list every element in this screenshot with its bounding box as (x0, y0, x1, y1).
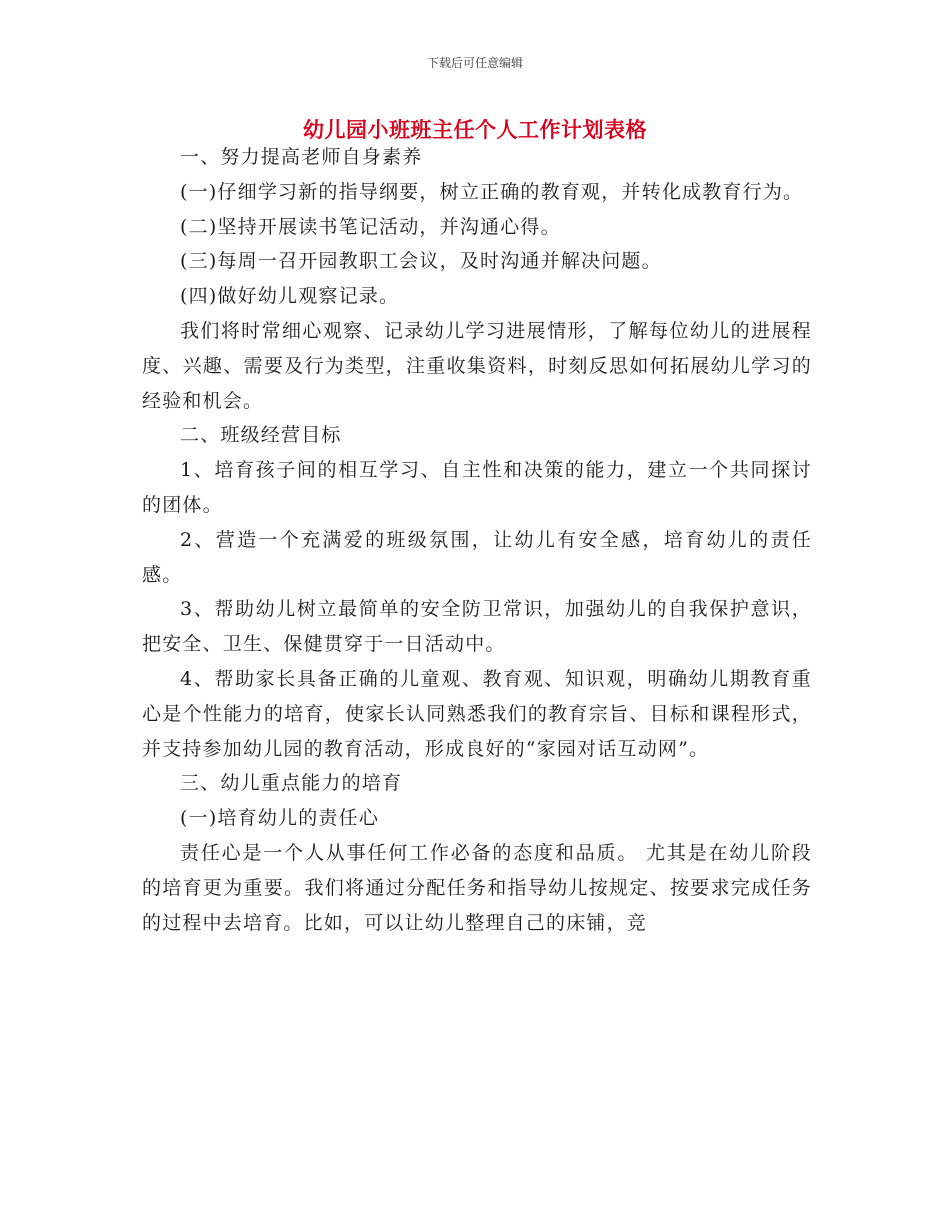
header-note: 下载后可任意编辑 (426, 56, 523, 70)
section-heading: 三、幼儿重点能力的培育 (180, 772, 403, 795)
document-title: 幼儿园小班班主任个人工作计划表格 (303, 118, 647, 142)
document-body (142, 140, 812, 940)
paragraph: (二)坚持开展读书笔记活动，并沟通心得。 (180, 215, 561, 238)
paragraph: (三)每周一召开园教职工会议，及时沟通并解决问题。 (180, 250, 662, 273)
paragraph: (一)培育幼儿的责任心 (180, 807, 380, 830)
paragraph: 3、帮助幼儿树立最简单的安全防卫常识，加强幼儿的自我保护意识，把安全、卫生、保健贯穿于一日活动中。 (142, 598, 812, 656)
section-heading: 一、努力提高老师自身素养 (180, 146, 423, 168)
paragraph: 责任心是一个人从事任何工作必备的态度和品质。 尤其是在幼儿阶段的培育更为重要。我们将通过分配任务和指导幼儿按规定、按要求完成任务的过程中去培育。比如，可以让幼儿整理自己的床铺，竞 (142, 841, 812, 934)
paragraph: (一)仔细学习新的指导纲要，树立正确的教育观，并转化成教育行为。 (180, 180, 804, 203)
paragraph: 1、培育孩子间的相互学习、自主性和决策的能力，建立一个共同探讨的团体。 (142, 459, 812, 516)
paragraph: 4、帮助家长具备正确的儿童观、教育观、知识观，明确幼儿期教育重心是个性能力的培育，使家长认同熟悉我们的教育宗旨、目标和课程形式，并支持参加幼儿园的教育活动，形成良好的“家园对话互动网”。 (142, 667, 812, 760)
paragraph: 我们将时常细心观察、记录幼儿学习进展情形，了解每位幼儿的进展程度、兴趣、需要及行为类型，注重收集资料，时刻反思如何拓展幼儿学习的经验和机会。 (142, 319, 812, 412)
section-heading: 二、班级经营目标 (180, 424, 342, 447)
paragraph: (四)做好幼儿观察记录。 (180, 285, 400, 308)
paragraph: 2、营造一个充满爱的班级氛围，让幼儿有安全感，培育幼儿的责任感。 (142, 528, 812, 586)
